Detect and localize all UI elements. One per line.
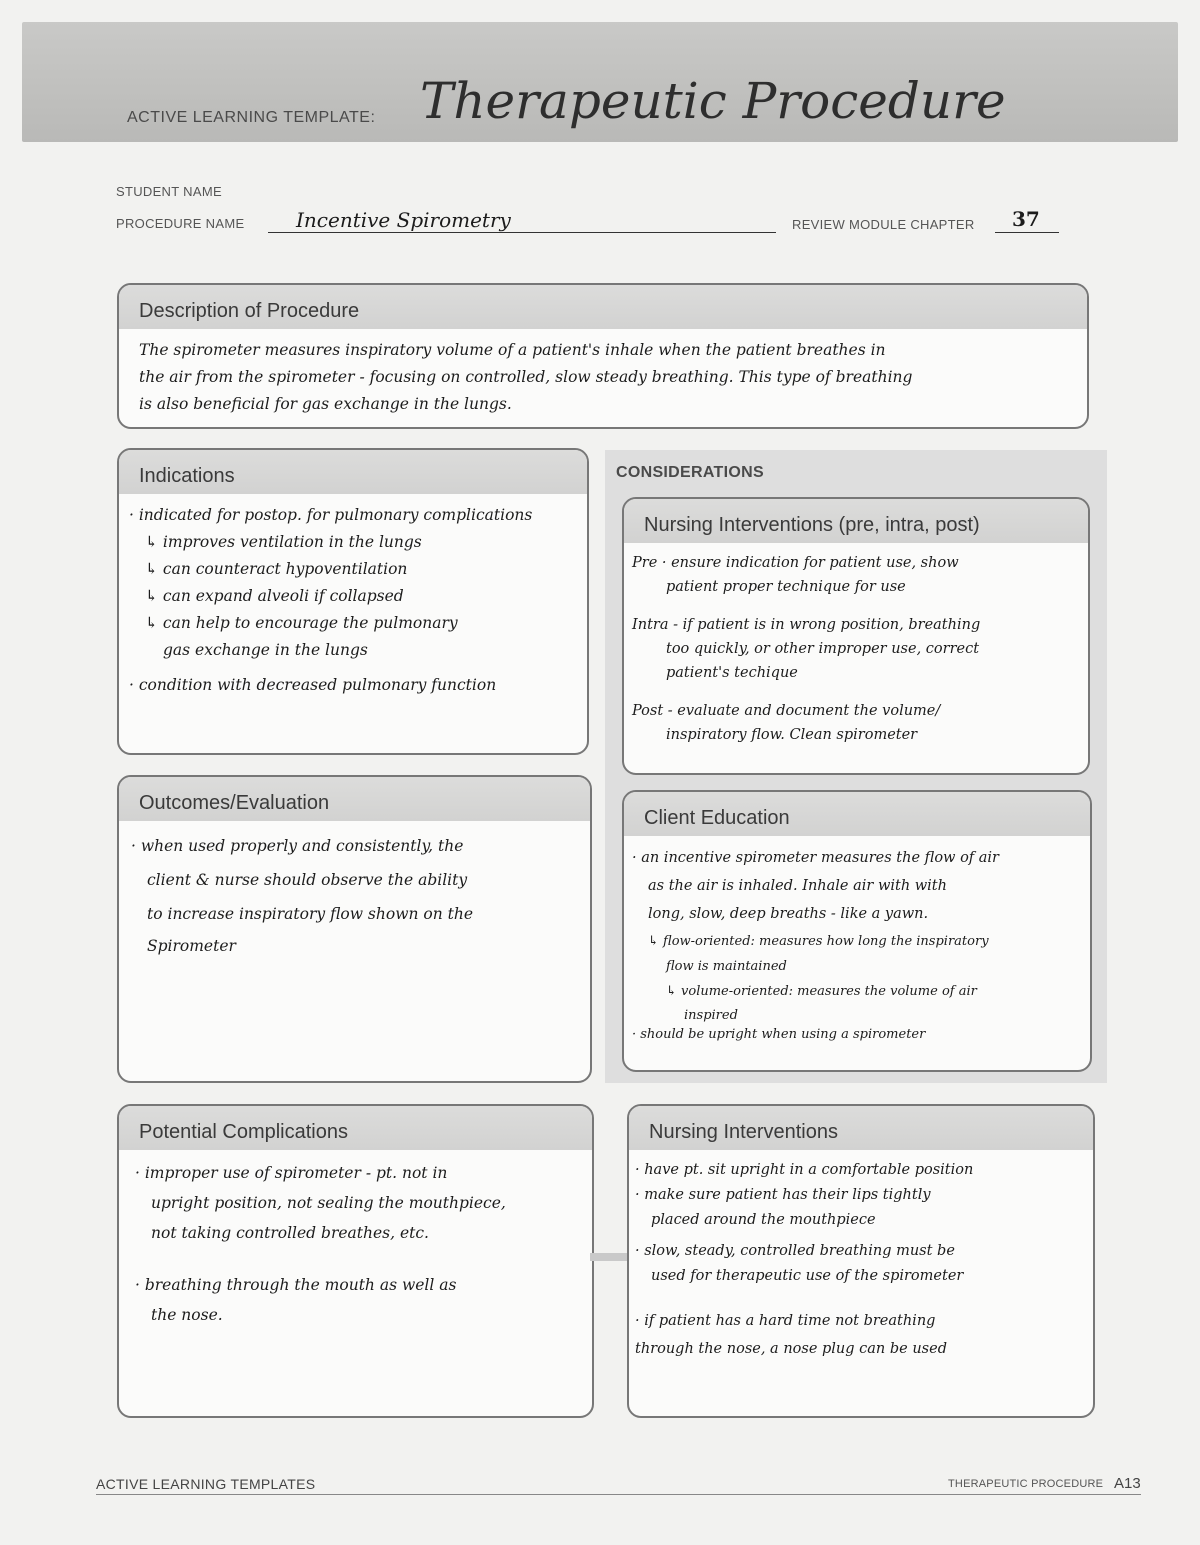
student-name-label: STUDENT NAME xyxy=(116,184,222,199)
outcomes-body[interactable] xyxy=(119,821,590,961)
indications-box xyxy=(117,448,589,755)
client-education-line: ↳ volume-oriented: measures the volume of air xyxy=(666,984,977,999)
description-title: Description of Procedure xyxy=(119,285,1087,329)
nursing-interventions-title: Nursing Interventions xyxy=(629,1106,1093,1150)
footer-left-label: ACTIVE LEARNING TEMPLATES xyxy=(96,1476,316,1492)
complications-box xyxy=(117,1104,594,1418)
nursing-interventions-ppp-line: patient's techique xyxy=(666,665,798,681)
nursing-interventions-ppp-body[interactable] xyxy=(624,543,1088,747)
outcomes-line: to increase inspiratory flow shown on the xyxy=(147,905,473,923)
description-line: the air from the spirometer - focusing on controlled, slow steady breathing. This type of breathing xyxy=(139,368,913,386)
procedure-name-line xyxy=(268,232,776,233)
indications-body[interactable] xyxy=(119,494,587,699)
nursing-interventions-ppp-title: Nursing Interventions (pre, intra, post) xyxy=(624,499,1088,543)
nursing-interventions-ppp-line: inspiratory flow. Clean spirometer xyxy=(666,727,918,743)
client-education-title: Client Education xyxy=(624,792,1090,836)
nursing-interventions-ppp-line: patient proper technique for use xyxy=(666,579,906,595)
client-education-box xyxy=(622,790,1092,1072)
indications-line: ↳ improves ventilation in the lungs xyxy=(145,533,422,551)
footer-divider xyxy=(96,1494,1141,1495)
client-education-line: · should be upright when using a spirometer xyxy=(632,1027,926,1042)
indications-line: · condition with decreased pulmonary function xyxy=(129,676,497,694)
nursing-interventions-line: · if patient has a hard time not breathing xyxy=(635,1313,936,1329)
procedure-name-value[interactable]: Incentive Spirometry xyxy=(296,208,511,232)
description-body[interactable] xyxy=(119,329,1087,418)
complications-line: · breathing through the mouth as well as xyxy=(135,1276,457,1294)
client-education-line: as the air is inhaled. Inhale air with with xyxy=(648,878,947,894)
complications-line: upright position, not sealing the mouthpiece, xyxy=(151,1194,506,1212)
indications-line: ↳ can expand alveoli if collapsed xyxy=(145,587,404,605)
indications-line: · indicated for postop. for pulmonary complications xyxy=(129,506,533,524)
indications-line: gas exchange in the lungs xyxy=(163,641,368,659)
client-education-line: · an incentive spirometer measures the flow of air xyxy=(632,850,999,866)
nursing-interventions-line: used for therapeutic use of the spirometer xyxy=(651,1268,964,1284)
chapter-line xyxy=(995,232,1059,233)
page-number: A13 xyxy=(1114,1475,1141,1492)
chapter-value[interactable]: 37 xyxy=(1012,207,1040,231)
description-line: The spirometer measures inspiratory volume of a patient's inhale when the patient breathes in xyxy=(139,341,886,359)
chapter-label: REVIEW MODULE CHAPTER xyxy=(792,217,975,232)
procedure-name-label: PROCEDURE NAME xyxy=(116,216,245,231)
complications-line: not taking controlled breathes, etc. xyxy=(151,1224,429,1242)
nursing-interventions-ppp-box xyxy=(622,497,1090,775)
nursing-interventions-box xyxy=(627,1104,1095,1418)
outcomes-line: client & nurse should observe the ability xyxy=(147,871,468,889)
outcomes-title: Outcomes/Evaluation xyxy=(119,777,590,821)
indications-title: Indications xyxy=(119,450,587,494)
nursing-interventions-line: · have pt. sit upright in a comfortable position xyxy=(635,1162,974,1178)
template-label: ACTIVE LEARNING TEMPLATE: xyxy=(127,109,376,126)
outcomes-line: Spirometer xyxy=(147,937,236,955)
complications-line: the nose. xyxy=(151,1306,223,1324)
nursing-interventions-line: placed around the mouthpiece xyxy=(651,1212,876,1228)
client-education-line: long, slow, deep breaths - like a yawn. xyxy=(648,906,929,922)
nursing-interventions-line: through the nose, a nose plug can be used xyxy=(635,1341,947,1357)
client-education-body[interactable] xyxy=(624,836,1090,1044)
complications-title: Potential Complications xyxy=(119,1106,592,1150)
complications-line: · improper use of spirometer - pt. not in xyxy=(135,1164,448,1182)
description-box xyxy=(117,283,1089,429)
nursing-interventions-ppp-line: Intra - if patient is in wrong position, breathing xyxy=(632,617,981,633)
nursing-interventions-ppp-line: Pre · ensure indication for patient use, show xyxy=(632,555,959,571)
description-line: is also beneficial for gas exchange in the lungs. xyxy=(139,395,512,413)
nursing-interventions-line: · make sure patient has their lips tightly xyxy=(635,1187,931,1203)
client-education-line: flow is maintained xyxy=(666,959,787,974)
nursing-interventions-ppp-line: too quickly, or other improper use, correct xyxy=(666,641,980,657)
footer-right-label: THERAPEUTIC PROCEDURE xyxy=(948,1478,1104,1490)
complications-body[interactable] xyxy=(119,1150,592,1330)
nursing-interventions-ppp-line: Post - evaluate and document the volume/ xyxy=(632,703,941,719)
nursing-interventions-line: · slow, steady, controlled breathing must be xyxy=(635,1243,955,1259)
nursing-interventions-body[interactable] xyxy=(629,1150,1093,1363)
considerations-label: CONSIDERATIONS xyxy=(616,464,764,481)
outcomes-line: · when used properly and consistently, the xyxy=(131,837,464,855)
client-education-line: ↳ flow-oriented: measures how long the inspiratory xyxy=(648,934,989,949)
page-title: Therapeutic Procedure xyxy=(420,72,1006,130)
client-education-line: inspired xyxy=(684,1008,738,1023)
outcomes-box xyxy=(117,775,592,1083)
indications-line: ↳ can counteract hypoventilation xyxy=(145,560,408,578)
indications-line: ↳ can help to encourage the pulmonary xyxy=(145,614,458,632)
connector-bar xyxy=(590,1253,628,1261)
